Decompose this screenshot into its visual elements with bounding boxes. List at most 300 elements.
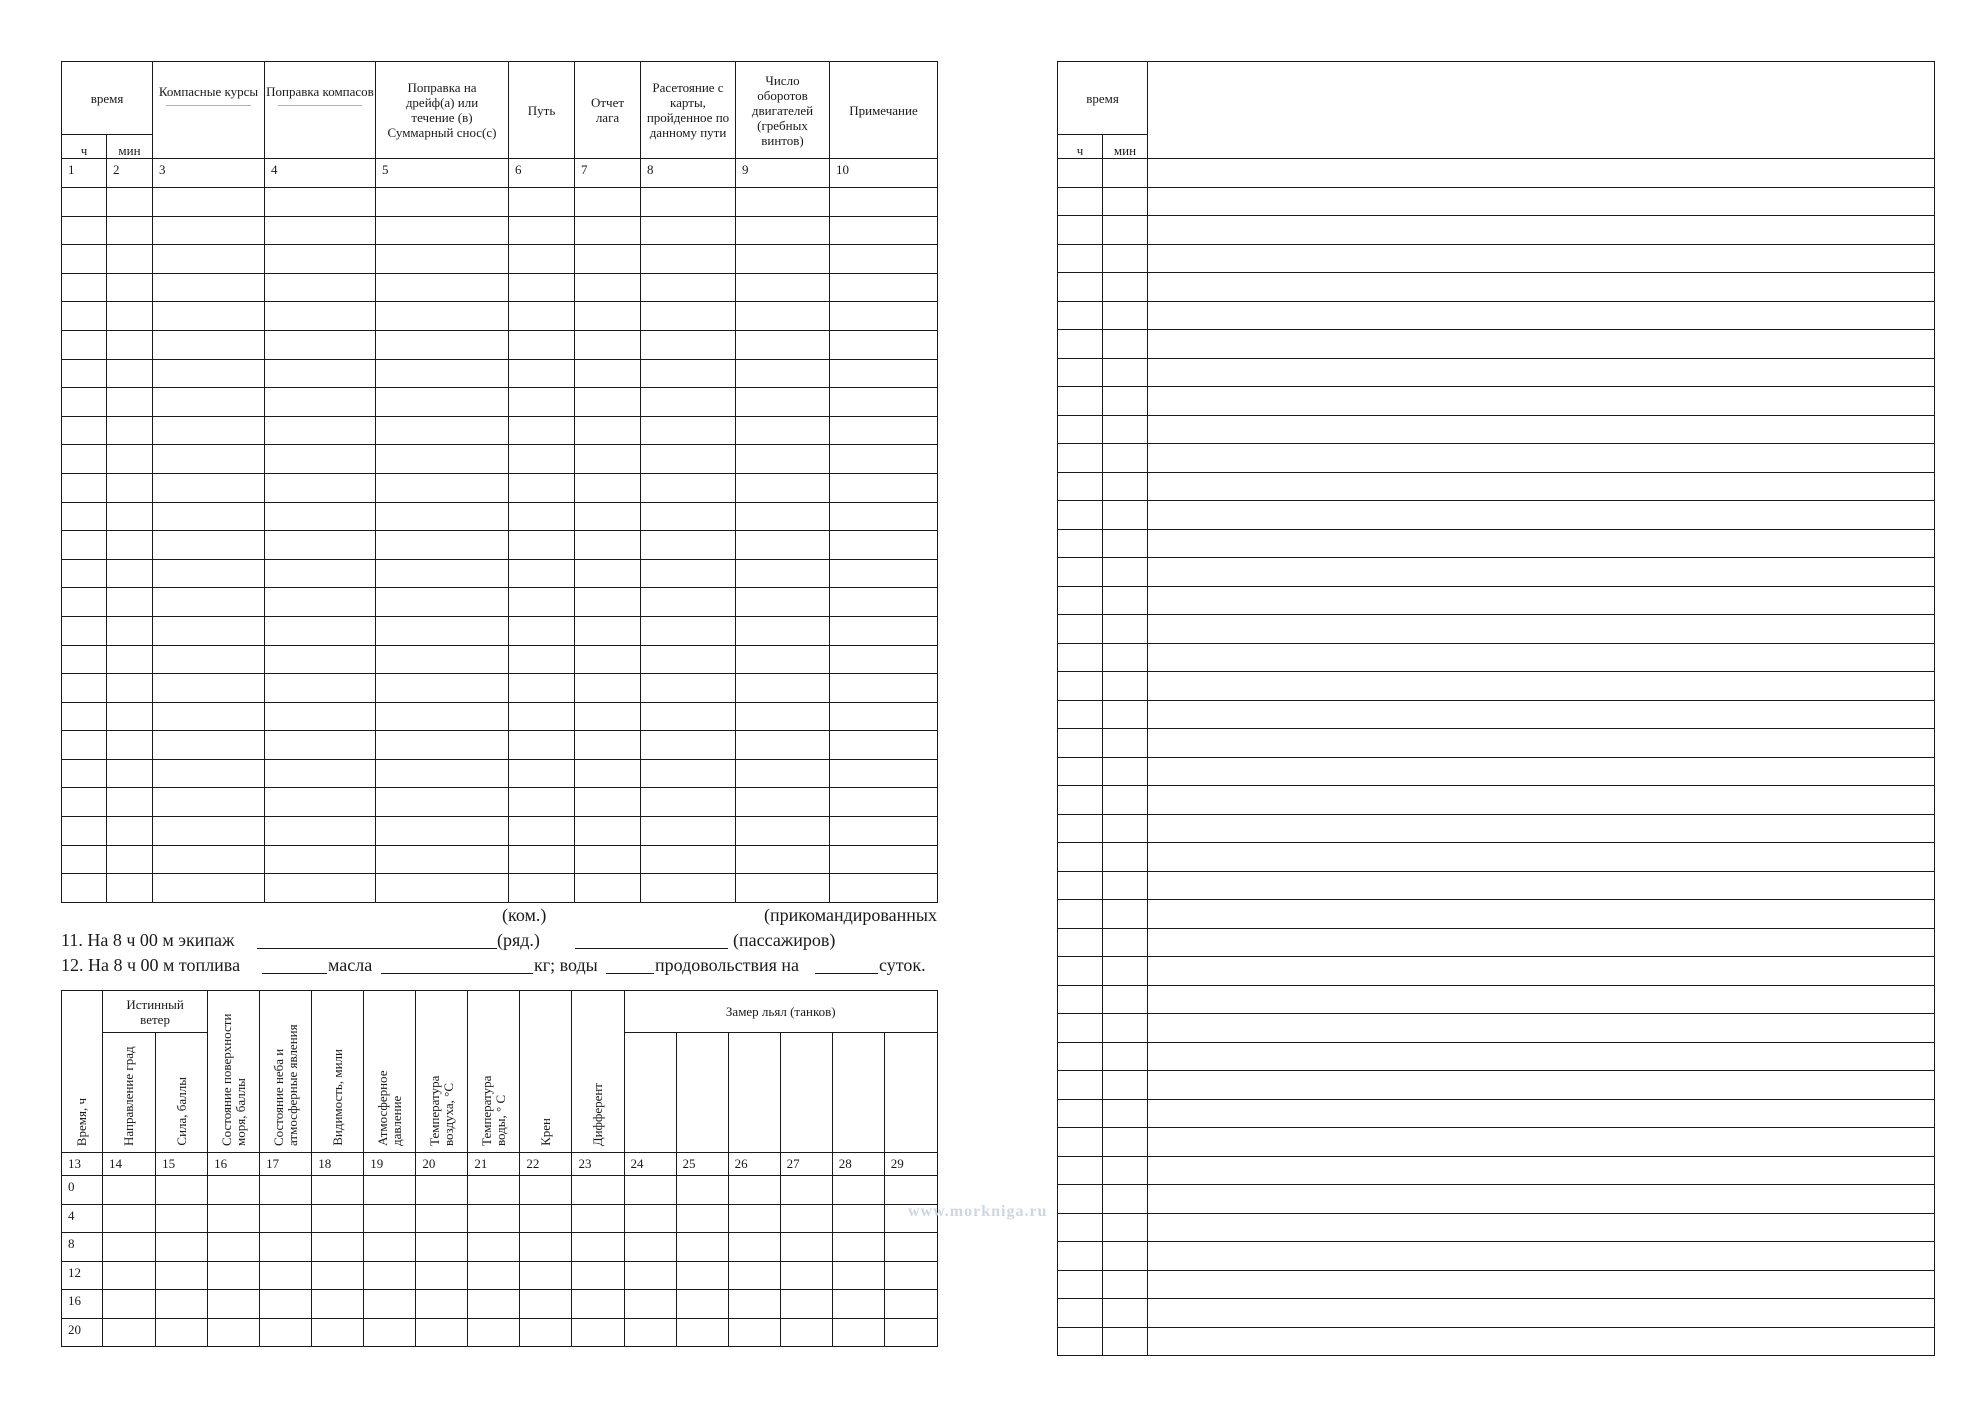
weather-cell[interactable] xyxy=(624,1233,676,1262)
right-cell[interactable] xyxy=(1148,301,1935,330)
log-cell[interactable] xyxy=(265,616,376,645)
log-cell[interactable] xyxy=(830,702,938,731)
right-cell[interactable] xyxy=(1103,586,1148,615)
oil-blank[interactable] xyxy=(381,973,533,974)
weather-cell[interactable] xyxy=(312,1261,364,1290)
log-cell[interactable] xyxy=(736,874,830,903)
log-cell[interactable] xyxy=(830,674,938,703)
weather-cell[interactable] xyxy=(832,1290,884,1319)
right-cell[interactable] xyxy=(1103,187,1148,216)
weather-cell[interactable] xyxy=(260,1290,312,1319)
weather-cell[interactable] xyxy=(676,1176,728,1205)
weather-cell[interactable] xyxy=(728,1233,780,1262)
log-cell[interactable] xyxy=(376,245,509,274)
log-cell[interactable] xyxy=(265,531,376,560)
log-cell[interactable] xyxy=(107,445,153,474)
log-cell[interactable] xyxy=(736,616,830,645)
log-cell[interactable] xyxy=(641,674,736,703)
weather-cell[interactable] xyxy=(572,1290,624,1319)
right-cell[interactable] xyxy=(1058,529,1103,558)
weather-cell[interactable] xyxy=(156,1290,208,1319)
right-cell[interactable] xyxy=(1148,529,1935,558)
weather-cell[interactable] xyxy=(468,1176,520,1205)
log-cell[interactable] xyxy=(641,330,736,359)
log-cell[interactable] xyxy=(736,273,830,302)
log-cell[interactable] xyxy=(62,188,107,217)
log-cell[interactable] xyxy=(107,302,153,331)
right-cell[interactable] xyxy=(1103,387,1148,416)
weather-cell[interactable] xyxy=(103,1233,156,1262)
right-cell[interactable] xyxy=(1148,358,1935,387)
log-cell[interactable] xyxy=(509,473,575,502)
weather-cell[interactable] xyxy=(208,1233,260,1262)
weather-cell[interactable] xyxy=(624,1290,676,1319)
weather-cell[interactable] xyxy=(624,1318,676,1347)
log-cell[interactable] xyxy=(107,702,153,731)
weather-cell[interactable] xyxy=(572,1176,624,1205)
right-cell[interactable] xyxy=(1103,244,1148,273)
log-cell[interactable] xyxy=(575,674,641,703)
right-cell[interactable] xyxy=(1058,1156,1103,1185)
log-cell[interactable] xyxy=(736,559,830,588)
log-cell[interactable] xyxy=(107,416,153,445)
right-cell[interactable] xyxy=(1103,1014,1148,1043)
log-cell[interactable] xyxy=(153,245,265,274)
weather-cell[interactable] xyxy=(780,1261,832,1290)
log-cell[interactable] xyxy=(509,531,575,560)
right-cell[interactable] xyxy=(1103,273,1148,302)
right-cell[interactable] xyxy=(1148,1270,1935,1299)
right-cell[interactable] xyxy=(1103,814,1148,843)
log-cell[interactable] xyxy=(830,359,938,388)
log-cell[interactable] xyxy=(736,588,830,617)
log-cell[interactable] xyxy=(62,645,107,674)
weather-cell[interactable] xyxy=(156,1318,208,1347)
right-cell[interactable] xyxy=(1148,1128,1935,1157)
right-cell[interactable] xyxy=(1058,672,1103,701)
right-cell[interactable] xyxy=(1058,1270,1103,1299)
log-cell[interactable] xyxy=(376,388,509,417)
right-cell[interactable] xyxy=(1148,159,1935,188)
log-cell[interactable] xyxy=(107,330,153,359)
log-cell[interactable] xyxy=(736,731,830,760)
weather-cell[interactable] xyxy=(520,1204,572,1233)
log-cell[interactable] xyxy=(641,502,736,531)
log-cell[interactable] xyxy=(509,759,575,788)
log-cell[interactable] xyxy=(265,273,376,302)
log-cell[interactable] xyxy=(376,645,509,674)
log-cell[interactable] xyxy=(736,674,830,703)
log-cell[interactable] xyxy=(641,874,736,903)
right-cell[interactable] xyxy=(1103,1156,1148,1185)
weather-cell[interactable] xyxy=(312,1176,364,1205)
log-cell[interactable] xyxy=(265,473,376,502)
weather-cell[interactable] xyxy=(676,1204,728,1233)
log-cell[interactable] xyxy=(62,445,107,474)
log-cell[interactable] xyxy=(509,445,575,474)
log-cell[interactable] xyxy=(376,817,509,846)
right-cell[interactable] xyxy=(1148,1156,1935,1185)
log-cell[interactable] xyxy=(153,502,265,531)
log-cell[interactable] xyxy=(830,845,938,874)
right-cell[interactable] xyxy=(1058,1327,1103,1356)
right-cell[interactable] xyxy=(1148,501,1935,530)
fuel-blank[interactable] xyxy=(262,973,327,974)
right-cell[interactable] xyxy=(1058,1185,1103,1214)
log-cell[interactable] xyxy=(830,273,938,302)
right-cell[interactable] xyxy=(1058,216,1103,245)
log-cell[interactable] xyxy=(153,645,265,674)
weather-cell[interactable] xyxy=(416,1318,468,1347)
right-cell[interactable] xyxy=(1148,244,1935,273)
right-cell[interactable] xyxy=(1103,558,1148,587)
weather-cell[interactable] xyxy=(260,1204,312,1233)
right-cell[interactable] xyxy=(1103,786,1148,815)
weather-cell[interactable] xyxy=(624,1204,676,1233)
weather-cell[interactable] xyxy=(520,1318,572,1347)
log-cell[interactable] xyxy=(62,788,107,817)
log-cell[interactable] xyxy=(265,188,376,217)
log-cell[interactable] xyxy=(265,874,376,903)
log-cell[interactable] xyxy=(575,702,641,731)
log-cell[interactable] xyxy=(830,559,938,588)
log-cell[interactable] xyxy=(736,473,830,502)
log-cell[interactable] xyxy=(153,359,265,388)
weather-cell[interactable] xyxy=(520,1233,572,1262)
log-cell[interactable] xyxy=(736,817,830,846)
weather-cell[interactable] xyxy=(416,1176,468,1205)
log-cell[interactable] xyxy=(107,845,153,874)
weather-cell[interactable] xyxy=(208,1318,260,1347)
log-cell[interactable] xyxy=(509,502,575,531)
weather-cell[interactable] xyxy=(468,1233,520,1262)
log-cell[interactable] xyxy=(575,588,641,617)
log-cell[interactable] xyxy=(509,330,575,359)
log-cell[interactable] xyxy=(376,616,509,645)
right-cell[interactable] xyxy=(1058,928,1103,957)
log-cell[interactable] xyxy=(62,559,107,588)
log-cell[interactable] xyxy=(376,731,509,760)
weather-cell[interactable] xyxy=(364,1204,416,1233)
weather-cell[interactable] xyxy=(468,1318,520,1347)
right-cell[interactable] xyxy=(1148,273,1935,302)
right-cell[interactable] xyxy=(1103,928,1148,957)
right-cell[interactable] xyxy=(1058,1213,1103,1242)
right-cell[interactable] xyxy=(1148,1327,1935,1356)
food-blank[interactable] xyxy=(815,973,878,974)
weather-cell[interactable] xyxy=(572,1233,624,1262)
right-cell[interactable] xyxy=(1103,1327,1148,1356)
log-cell[interactable] xyxy=(107,759,153,788)
weather-cell[interactable] xyxy=(260,1176,312,1205)
right-cell[interactable] xyxy=(1103,643,1148,672)
log-cell[interactable] xyxy=(575,788,641,817)
right-cell[interactable] xyxy=(1103,957,1148,986)
right-cell[interactable] xyxy=(1058,700,1103,729)
log-cell[interactable] xyxy=(641,216,736,245)
right-cell[interactable] xyxy=(1103,529,1148,558)
right-cell[interactable] xyxy=(1058,1042,1103,1071)
log-cell[interactable] xyxy=(830,245,938,274)
log-cell[interactable] xyxy=(641,759,736,788)
log-cell[interactable] xyxy=(641,616,736,645)
weather-cell[interactable] xyxy=(728,1176,780,1205)
right-cell[interactable] xyxy=(1148,444,1935,473)
log-cell[interactable] xyxy=(265,330,376,359)
right-cell[interactable] xyxy=(1058,501,1103,530)
right-cell[interactable] xyxy=(1058,472,1103,501)
log-cell[interactable] xyxy=(265,702,376,731)
weather-cell[interactable] xyxy=(156,1233,208,1262)
log-cell[interactable] xyxy=(575,445,641,474)
right-cell[interactable] xyxy=(1103,843,1148,872)
right-cell[interactable] xyxy=(1058,387,1103,416)
right-cell[interactable] xyxy=(1058,558,1103,587)
right-cell[interactable] xyxy=(1058,358,1103,387)
log-cell[interactable] xyxy=(641,588,736,617)
log-cell[interactable] xyxy=(641,788,736,817)
log-cell[interactable] xyxy=(641,473,736,502)
right-cell[interactable] xyxy=(1103,871,1148,900)
right-cell[interactable] xyxy=(1058,273,1103,302)
weather-cell[interactable] xyxy=(312,1290,364,1319)
right-cell[interactable] xyxy=(1148,1299,1935,1328)
right-cell[interactable] xyxy=(1058,814,1103,843)
log-cell[interactable] xyxy=(265,559,376,588)
weather-cell[interactable] xyxy=(676,1233,728,1262)
log-cell[interactable] xyxy=(265,302,376,331)
right-cell[interactable] xyxy=(1103,358,1148,387)
log-cell[interactable] xyxy=(376,845,509,874)
log-cell[interactable] xyxy=(62,330,107,359)
right-cell[interactable] xyxy=(1103,216,1148,245)
weather-cell[interactable] xyxy=(312,1233,364,1262)
right-cell[interactable] xyxy=(1058,985,1103,1014)
log-cell[interactable] xyxy=(376,588,509,617)
log-cell[interactable] xyxy=(641,559,736,588)
weather-cell[interactable] xyxy=(572,1261,624,1290)
right-cell[interactable] xyxy=(1058,786,1103,815)
weather-cell[interactable] xyxy=(832,1176,884,1205)
weather-cell[interactable] xyxy=(208,1290,260,1319)
right-cell[interactable] xyxy=(1103,615,1148,644)
right-cell[interactable] xyxy=(1148,757,1935,786)
log-cell[interactable] xyxy=(376,330,509,359)
weather-cell[interactable] xyxy=(156,1204,208,1233)
log-cell[interactable] xyxy=(509,616,575,645)
right-cell[interactable] xyxy=(1103,415,1148,444)
log-cell[interactable] xyxy=(575,302,641,331)
weather-cell[interactable] xyxy=(103,1318,156,1347)
log-cell[interactable] xyxy=(265,588,376,617)
log-cell[interactable] xyxy=(736,702,830,731)
log-cell[interactable] xyxy=(265,416,376,445)
log-cell[interactable] xyxy=(265,216,376,245)
log-cell[interactable] xyxy=(641,845,736,874)
log-cell[interactable] xyxy=(107,559,153,588)
log-cell[interactable] xyxy=(830,788,938,817)
log-cell[interactable] xyxy=(641,702,736,731)
log-cell[interactable] xyxy=(62,702,107,731)
right-cell[interactable] xyxy=(1148,1042,1935,1071)
right-cell[interactable] xyxy=(1148,643,1935,672)
right-cell[interactable] xyxy=(1103,1213,1148,1242)
log-cell[interactable] xyxy=(830,588,938,617)
weather-cell[interactable] xyxy=(208,1176,260,1205)
right-cell[interactable] xyxy=(1103,1128,1148,1157)
log-cell[interactable] xyxy=(641,245,736,274)
log-cell[interactable] xyxy=(62,674,107,703)
right-cell[interactable] xyxy=(1148,187,1935,216)
log-cell[interactable] xyxy=(736,445,830,474)
weather-cell[interactable] xyxy=(832,1261,884,1290)
log-cell[interactable] xyxy=(509,645,575,674)
log-cell[interactable] xyxy=(376,473,509,502)
right-cell[interactable] xyxy=(1058,615,1103,644)
log-cell[interactable] xyxy=(736,531,830,560)
log-cell[interactable] xyxy=(153,473,265,502)
weather-cell[interactable] xyxy=(780,1176,832,1205)
weather-cell[interactable] xyxy=(676,1290,728,1319)
weather-cell[interactable] xyxy=(728,1318,780,1347)
log-cell[interactable] xyxy=(62,874,107,903)
log-cell[interactable] xyxy=(830,502,938,531)
log-cell[interactable] xyxy=(575,273,641,302)
right-cell[interactable] xyxy=(1103,1071,1148,1100)
log-cell[interactable] xyxy=(107,216,153,245)
log-cell[interactable] xyxy=(153,445,265,474)
weather-cell[interactable] xyxy=(260,1233,312,1262)
right-cell[interactable] xyxy=(1103,1099,1148,1128)
log-cell[interactable] xyxy=(62,302,107,331)
right-cell[interactable] xyxy=(1058,159,1103,188)
weather-cell[interactable] xyxy=(103,1176,156,1205)
weather-cell[interactable] xyxy=(156,1261,208,1290)
log-cell[interactable] xyxy=(376,445,509,474)
weather-cell[interactable] xyxy=(572,1204,624,1233)
log-cell[interactable] xyxy=(736,330,830,359)
log-cell[interactable] xyxy=(575,845,641,874)
log-cell[interactable] xyxy=(509,588,575,617)
right-cell[interactable] xyxy=(1148,871,1935,900)
right-cell[interactable] xyxy=(1148,615,1935,644)
weather-cell[interactable] xyxy=(520,1176,572,1205)
log-cell[interactable] xyxy=(376,216,509,245)
right-cell[interactable] xyxy=(1058,586,1103,615)
weather-cell[interactable] xyxy=(416,1233,468,1262)
weather-cell[interactable] xyxy=(624,1261,676,1290)
right-cell[interactable] xyxy=(1103,330,1148,359)
log-cell[interactable] xyxy=(736,216,830,245)
log-cell[interactable] xyxy=(830,302,938,331)
log-cell[interactable] xyxy=(62,273,107,302)
right-cell[interactable] xyxy=(1148,216,1935,245)
log-cell[interactable] xyxy=(376,188,509,217)
log-cell[interactable] xyxy=(575,473,641,502)
water-blank[interactable] xyxy=(606,973,654,974)
log-cell[interactable] xyxy=(575,502,641,531)
right-cell[interactable] xyxy=(1148,985,1935,1014)
weather-cell[interactable] xyxy=(364,1290,416,1319)
right-cell[interactable] xyxy=(1148,1213,1935,1242)
log-cell[interactable] xyxy=(509,731,575,760)
right-cell[interactable] xyxy=(1103,444,1148,473)
log-cell[interactable] xyxy=(575,416,641,445)
log-cell[interactable] xyxy=(575,330,641,359)
right-cell[interactable] xyxy=(1103,900,1148,929)
weather-cell[interactable] xyxy=(676,1261,728,1290)
right-cell[interactable] xyxy=(1058,1014,1103,1043)
weather-cell[interactable] xyxy=(520,1261,572,1290)
log-cell[interactable] xyxy=(575,731,641,760)
log-cell[interactable] xyxy=(107,473,153,502)
right-cell[interactable] xyxy=(1103,1270,1148,1299)
log-cell[interactable] xyxy=(641,645,736,674)
log-cell[interactable] xyxy=(830,388,938,417)
weather-cell[interactable] xyxy=(624,1176,676,1205)
right-cell[interactable] xyxy=(1103,501,1148,530)
log-cell[interactable] xyxy=(509,216,575,245)
log-cell[interactable] xyxy=(509,788,575,817)
weather-cell[interactable] xyxy=(884,1290,937,1319)
log-cell[interactable] xyxy=(265,674,376,703)
log-cell[interactable] xyxy=(265,388,376,417)
log-cell[interactable] xyxy=(575,216,641,245)
log-cell[interactable] xyxy=(376,531,509,560)
right-cell[interactable] xyxy=(1148,1071,1935,1100)
weather-cell[interactable] xyxy=(156,1176,208,1205)
log-cell[interactable] xyxy=(153,531,265,560)
right-cell[interactable] xyxy=(1103,1299,1148,1328)
weather-cell[interactable] xyxy=(416,1204,468,1233)
right-cell[interactable] xyxy=(1148,843,1935,872)
log-cell[interactable] xyxy=(265,359,376,388)
crew-kom-blank[interactable] xyxy=(257,948,497,949)
right-cell[interactable] xyxy=(1103,1242,1148,1271)
right-cell[interactable] xyxy=(1148,586,1935,615)
log-cell[interactable] xyxy=(62,817,107,846)
weather-cell[interactable] xyxy=(364,1233,416,1262)
crew-ryad-blank[interactable] xyxy=(575,948,728,949)
right-cell[interactable] xyxy=(1058,900,1103,929)
log-cell[interactable] xyxy=(265,817,376,846)
right-cell[interactable] xyxy=(1103,757,1148,786)
right-cell[interactable] xyxy=(1148,1099,1935,1128)
right-cell[interactable] xyxy=(1103,700,1148,729)
log-cell[interactable] xyxy=(153,273,265,302)
log-cell[interactable] xyxy=(736,845,830,874)
log-cell[interactable] xyxy=(153,788,265,817)
log-cell[interactable] xyxy=(830,616,938,645)
log-cell[interactable] xyxy=(830,473,938,502)
log-cell[interactable] xyxy=(736,245,830,274)
log-cell[interactable] xyxy=(107,531,153,560)
weather-cell[interactable] xyxy=(572,1318,624,1347)
log-cell[interactable] xyxy=(736,759,830,788)
log-cell[interactable] xyxy=(62,759,107,788)
log-cell[interactable] xyxy=(830,445,938,474)
log-cell[interactable] xyxy=(736,302,830,331)
log-cell[interactable] xyxy=(62,502,107,531)
log-cell[interactable] xyxy=(62,359,107,388)
weather-cell[interactable] xyxy=(884,1318,937,1347)
log-cell[interactable] xyxy=(153,759,265,788)
weather-cell[interactable] xyxy=(103,1261,156,1290)
log-cell[interactable] xyxy=(265,645,376,674)
log-cell[interactable] xyxy=(107,817,153,846)
weather-cell[interactable] xyxy=(364,1261,416,1290)
log-cell[interactable] xyxy=(509,302,575,331)
